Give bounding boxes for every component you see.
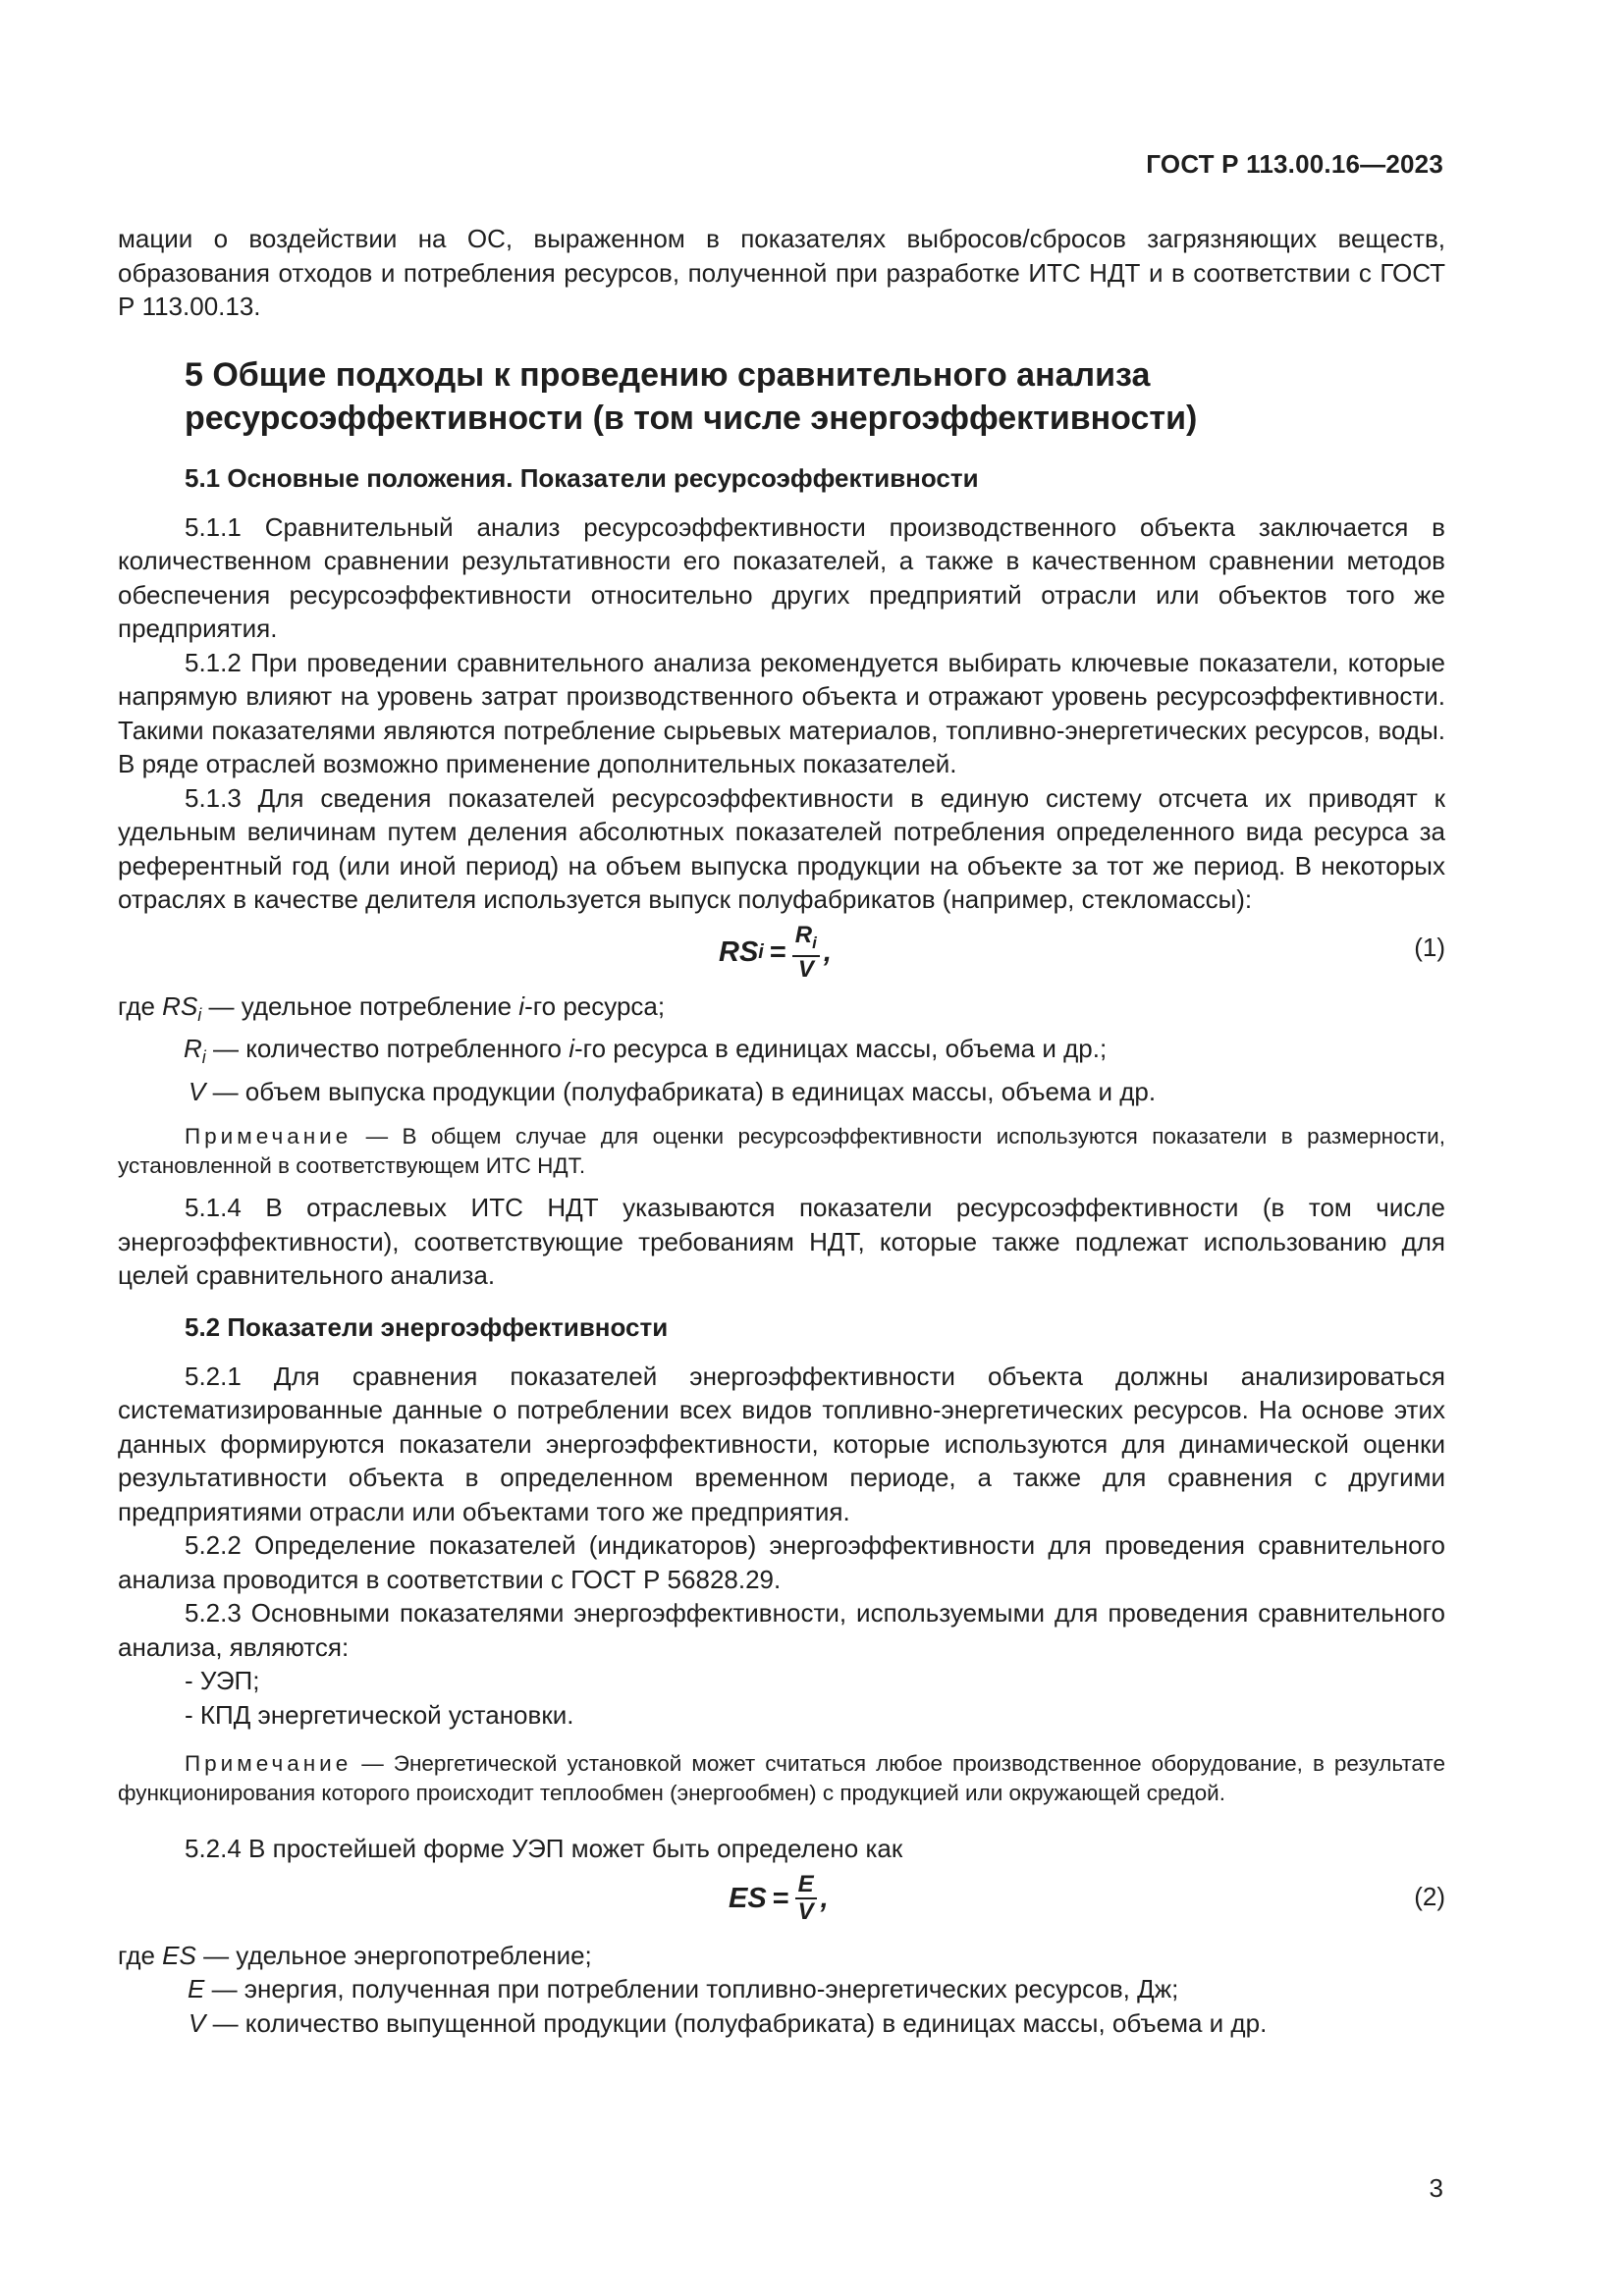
formula-1-fraction — [792, 923, 820, 984]
formula-1-lhs: RS — [719, 936, 759, 969]
paragraph-5-1-2: 5.1.2 При проведении сравнительного анализа рекомендуется выбирать ключевые показатели, которые напрямую влияют на уровень затрат производственного объекта и отражают уровень ресурсоэффективности. Такими показателями являются потребление сырьевых материалов, топливно-энергетических ресурсов, воды. В ряде отраслей возможно применение дополнительных показателей. — [118, 647, 1445, 778]
formula-1-expression — [719, 923, 832, 984]
legend-1-item: где $RS_i$ — удельное потребление i-го ресурса; — [118, 990, 666, 1025]
formula-1-tail: , — [823, 936, 832, 969]
formula-1-legend — [118, 989, 1445, 1109]
formula-2-lhs: ES — [729, 1882, 767, 1914]
subsection-5-2-title: 5.2 Показатели энергоэффективности — [185, 1311, 669, 1342]
document-header: ГОСТ Р 113.00.16—2023 — [1146, 149, 1443, 179]
subsection-5-1-title: 5.1 Основные положения. Показатели ресурсоэффективности — [185, 462, 979, 493]
formula-1-denominator: V — [797, 956, 814, 984]
formula-1-lhs-sub: i — [758, 941, 764, 964]
note-2-label: Примечание — [185, 1751, 352, 1777]
formula-2 — [118, 1872, 1445, 1931]
paragraph-5-2-2: 5.2.2 Определение показателей (индикаторов) энергоэффективности для проведения сравнительного анализа проводится в соответствии с ГОСТ Р 56828.29. — [118, 1530, 1445, 1594]
formula-2-numerator: E — [795, 1872, 817, 1899]
legend-2-item: V — количество выпущенной продукции (полуфабриката) в единицах массы, объема и др. — [189, 2007, 1268, 2038]
formula-2-tail: , — [820, 1882, 829, 1914]
paragraph-5-2-4: 5.2.4 В простейшей форме УЭП может быть определено как — [185, 1834, 903, 1864]
paragraph-5-1-1: 5.1.1 Сравнительный анализ ресурсоэффективности производственного объекта заключается в количественном сравнении результативности его показателей, а также в качественном сравнении методов обеспечения ресурсоэффективности относительно других предприятий отрасли или объектов того же предприятия. — [118, 511, 1445, 643]
formula-2-denominator: V — [797, 1897, 814, 1925]
page-number: 3 — [1429, 2173, 1443, 2203]
formula-1-numerator: $R_i$ — [792, 923, 820, 958]
formula-2-number: (2) — [1414, 1881, 1445, 1911]
note-1-label: Примечание — [185, 1124, 352, 1149]
note-2-text: — Энергетической установкой может считаться любое производственное оборудование, в результате функционирования которого происходит теплообмен (энергообмен) с продукцией или окружающей средой. — [118, 1751, 1445, 1806]
formula-1 — [118, 923, 1445, 982]
legend-1-item: $R_i$ — количество потребленного i-го ресурса в единицах массы, объема и др.; — [184, 1034, 1108, 1068]
formula-2-legend — [118, 1939, 1445, 2041]
note-1 — [118, 1122, 1445, 1181]
legend-2-item: E — энергия, полученная при потреблении топливно-энергетических ресурсов, Дж; — [188, 1974, 1179, 2004]
formula-2-expression — [729, 1872, 829, 1925]
list-item-kpd: - КПД энергетической установки. — [185, 1699, 574, 1730]
section-5-title: 5 Общие подходы к проведению сравнительного анализа ресурсоэффективности (в том числе энергоэффективности) — [185, 355, 1198, 437]
paragraph-5-2-1: 5.2.1 Для сравнения показателей энергоэффективности объекта должны анализироваться систематизированные данные о потреблении всех видов топливно-энергетических ресурсов. На основе этих данных формируются показатели энергоэффективности, которые используются для динамической оценки результативности объекта в определенном временном периоде, а также для сравнения с другими предприятиями отрасли или объектами того же предприятия. — [118, 1361, 1445, 1526]
document-body — [118, 222, 1445, 2040]
paragraph-5-2-3: 5.2.3 Основными показателями энергоэффективности, используемыми для проведения сравнительного анализа, являются: — [118, 1598, 1445, 1662]
intro-paragraph: мации о воздействии на ОС, выраженном в показателях выбросов/сбросов загрязняющих веществ, образования отходов и потребления ресурсов, полученной при разработке ИТС НДТ и в соответствии с ГОСТ Р 113.00.13. — [118, 224, 1445, 321]
legend-2-item: где ES — удельное энергопотребление; — [118, 1940, 592, 1970]
paragraph-5-1-4: 5.1.4 В отраслевых ИТС НДТ указываются показатели ресурсоэффективности (в том числе энергоэффективности), соответствующие требованиям НДТ, которые также подлежат использованию для целей сравнительного анализа. — [118, 1193, 1445, 1291]
paragraph-5-1-3: 5.1.3 Для сведения показателей ресурсоэффективности в единую систему отсчета их приводят к удельным величинам путем деления абсолютных показателей потребления определенного вида ресурса за референтный год (или иной период) на объем выпуска продукции на объекте за тот же период. В некоторых отраслях в качестве делителя используется выпуск полуфабрикатов (например, стекломассы): — [118, 782, 1445, 914]
formula-2-fraction — [795, 1872, 817, 1925]
note-1-text: — В общем случае для оценки ресурсоэффективности используются показатели в размерности, установленной в соответствующем ИТС НДТ. — [118, 1124, 1445, 1179]
note-2 — [118, 1749, 1445, 1808]
legend-1-item: V — объем выпуска продукции (полуфабриката) в единицах массы, объема и др. — [189, 1076, 1157, 1106]
formula-2-eq: = — [772, 1882, 789, 1914]
formula-1-eq: = — [769, 936, 786, 969]
formula-1-number: (1) — [1414, 932, 1445, 962]
list-item-uep: - УЭП; — [185, 1666, 260, 1696]
